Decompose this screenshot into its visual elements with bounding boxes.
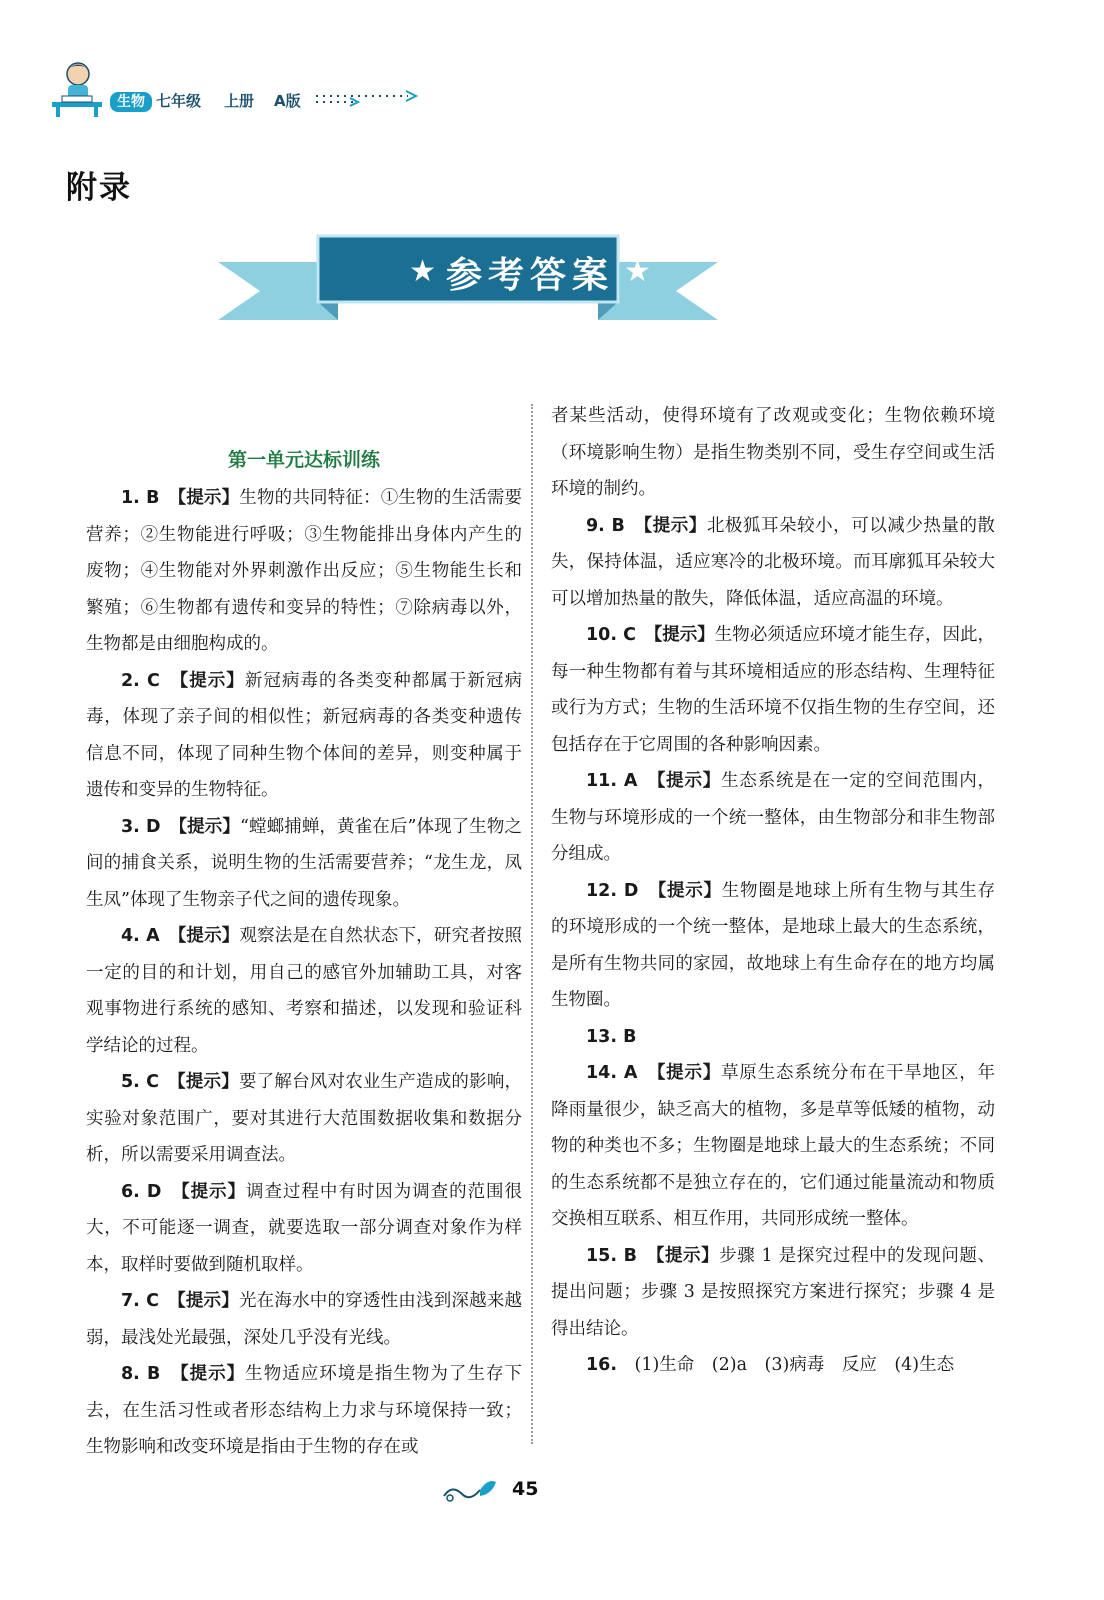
answer-text: 观察法是在自然状态下，研究者按照一定的目的和计划，用自己的感官外加辅助工具，对客观事物进行系统的感知、考察和描述，以发现和验证科学结论的过程。 bbox=[86, 926, 522, 1056]
hint-label: 【提示】 bbox=[656, 1063, 722, 1083]
hint-label: 【提示】 bbox=[653, 625, 715, 645]
answer-text: 草原生态系统分布在干旱地区，年降雨量很少，缺乏高大的植物，多是草等低矮的植物，动物的种类也不多；生物圈是地球上最大的生态系统；不同的生态系统都不是独立存在的，它们通过能量流动和物质交换相互联系、相互作用，共同形成统一整体。 bbox=[551, 1063, 996, 1229]
banner-title bbox=[330, 244, 730, 300]
answer-item bbox=[551, 1055, 995, 1238]
answer-continuation: 者某些活动，使得环境有了改观或变化；生物依赖环境（环境影响生物）是指生物类别不同，受生存空间或生活环境的制约。 bbox=[551, 406, 995, 499]
answer-number: 1. B bbox=[121, 488, 160, 508]
answer-text: 调查过程中有时因为调查的范围很大，不可能逐一调查，就要选取一部分调查对象作为样本，取样时要做到随机取样。 bbox=[86, 1181, 523, 1275]
unit-title: 第一单元达标训练 bbox=[227, 449, 380, 471]
left-column bbox=[86, 440, 522, 1466]
answer-item bbox=[551, 617, 995, 763]
answer-number: 15. B bbox=[586, 1245, 638, 1266]
answer-number: 3. D bbox=[121, 816, 161, 837]
answer-number: 7. C bbox=[121, 1291, 159, 1311]
leaf-ornament-icon bbox=[440, 1476, 500, 1506]
answer-number: 11. A bbox=[586, 771, 638, 791]
answer-text: 要了解台风对农业生产造成的影响，实验对象范围广，要对其进行大范围数据收集和数据分析，所以需要采用调查法。 bbox=[86, 1072, 523, 1165]
answer-item bbox=[86, 1064, 522, 1174]
subject-badge: 生物 bbox=[110, 92, 152, 112]
answer-number: 12. D bbox=[586, 880, 639, 901]
hint-label: 【提示】 bbox=[180, 1181, 246, 1202]
answer-text: 生态系统是在一定的空间范围内，生物与环境形成的一个统一整体，由生物部分和非生物部分组成。 bbox=[551, 771, 996, 864]
page-footer bbox=[440, 1476, 580, 1506]
answer-item bbox=[551, 763, 995, 873]
hint-label: 【提示】 bbox=[177, 488, 240, 508]
answer-item bbox=[86, 480, 522, 663]
hint-label: 【提示】 bbox=[179, 670, 245, 691]
grade-label: 七年级 bbox=[156, 92, 202, 110]
answer-text: 步骤 1 是探究过程中的发现问题、提出问题；步骤 3 是按照探究方案进行探究；步骤 4 是得出结论。 bbox=[551, 1245, 996, 1339]
answer-text: (1)生命 (2)a (3)病毒 反应 (4)生态 bbox=[634, 1355, 955, 1375]
answer-text: 光在海水中的穿透性由浅到深越来越弱，最浅处光最强，深处几乎没有光线。 bbox=[86, 1291, 523, 1348]
answer-item bbox=[551, 1019, 995, 1056]
answer-item bbox=[551, 508, 995, 618]
answer-number: 16. bbox=[586, 1355, 618, 1375]
answer-item bbox=[86, 809, 522, 919]
answer-number: 5. C bbox=[121, 1072, 159, 1092]
answer-item bbox=[86, 1356, 522, 1466]
page-header bbox=[48, 58, 468, 118]
answer-number: 2. C bbox=[121, 670, 160, 691]
answer-item bbox=[86, 1283, 522, 1356]
hint-label: 【提示】 bbox=[176, 1291, 239, 1311]
hint-label: 【提示】 bbox=[655, 1245, 720, 1266]
answer-text: 北极狐耳朵较小，可以减少热量的散失，保持体温，适应寒冷的北极环境。而耳廓狐耳朵较大可以增加热量的散失，降低体温，适应高温的环境。 bbox=[551, 515, 996, 609]
answer-text: 生物圈是地球上所有生物与其生存的环境形成的一个统一整体，是地球上最大的生态系统，是所有生物共同的家园，故地球上有生命存在的地方均属生物圈。 bbox=[551, 880, 996, 1010]
answer-number: 10. C bbox=[586, 625, 636, 645]
answer-number: 14. A bbox=[586, 1063, 638, 1083]
answer-item bbox=[551, 873, 995, 1019]
answer-number: 4. A bbox=[121, 926, 160, 946]
answer-text: 生物的共同特征：①生物的生活需要营养；②生物能进行呼吸；③生物能排出身体内产生的废物；④生物能对外界刺激作出反应；⑤生物能生长和繁殖；⑥生物都有遗传和变异的特性；⑦除病毒以外，生物都是由细胞构成的。 bbox=[86, 488, 523, 654]
star-icon: ★ bbox=[624, 254, 651, 289]
answer-number: 9. B bbox=[586, 515, 625, 536]
hint-label: 【提示】 bbox=[178, 816, 240, 837]
answer-number: 8. B bbox=[121, 1364, 161, 1384]
section-title: 附录 bbox=[66, 170, 132, 206]
answer-list-left bbox=[86, 480, 522, 1466]
answer-text: “螳螂捕蝉，黄雀在后”体现了生物之间的捕食关系，说明生物的生活需要营养；“龙生龙，凤生凤”体现了生物亲子代之间的遗传现象。 bbox=[86, 816, 523, 910]
answer-item bbox=[86, 663, 522, 809]
hint-label: 【提示】 bbox=[179, 1364, 246, 1384]
answer-item bbox=[86, 1174, 522, 1284]
student-mascot-icon bbox=[48, 58, 110, 118]
answer-number: 13. B bbox=[586, 1026, 637, 1047]
star-icon: ★ bbox=[409, 254, 436, 289]
dotted-arrow-icon bbox=[316, 88, 420, 110]
edition-label: A版 bbox=[274, 92, 301, 110]
answer-text: 新冠病毒的各类变种都属于新冠病毒，体现了亲子间的相似性；新冠病毒的各类变种遗传信息不同，体现了同种生物个体间的差异，则变种属于遗传和变异的生物特征。 bbox=[86, 670, 522, 800]
hint-label: 【提示】 bbox=[176, 1072, 239, 1092]
answer-item bbox=[551, 1238, 995, 1348]
hint-label: 【提示】 bbox=[656, 771, 722, 791]
volume-label: 上册 bbox=[224, 92, 255, 110]
banner-title-text: 参考答案 bbox=[445, 254, 614, 296]
answer-text: 生物适应环境是指生物为了生存下去，在生活习性或者形态结构上力求与环境保持一致；生物影响和改变环境是指由于生物的存在或 bbox=[86, 1364, 522, 1457]
answer-number: 6. D bbox=[121, 1181, 162, 1202]
answer-item bbox=[86, 918, 522, 1064]
page-number: 45 bbox=[512, 1478, 539, 1500]
answer-item bbox=[551, 1347, 995, 1384]
column-divider bbox=[531, 404, 533, 1444]
answer-list-right bbox=[551, 508, 995, 1384]
right-column bbox=[551, 398, 995, 1384]
answer-text: 生物必须适应环境才能生存，因此，每一种生物都有着与其环境相适应的形态结构、生理特征或行为方式；生物的生活环境不仅指生物的生存空间，还包括存在于它周围的各种影响因素。 bbox=[551, 625, 996, 755]
hint-label: 【提示】 bbox=[643, 515, 707, 536]
hint-label: 【提示】 bbox=[177, 926, 240, 946]
hint-label: 【提示】 bbox=[657, 880, 722, 901]
